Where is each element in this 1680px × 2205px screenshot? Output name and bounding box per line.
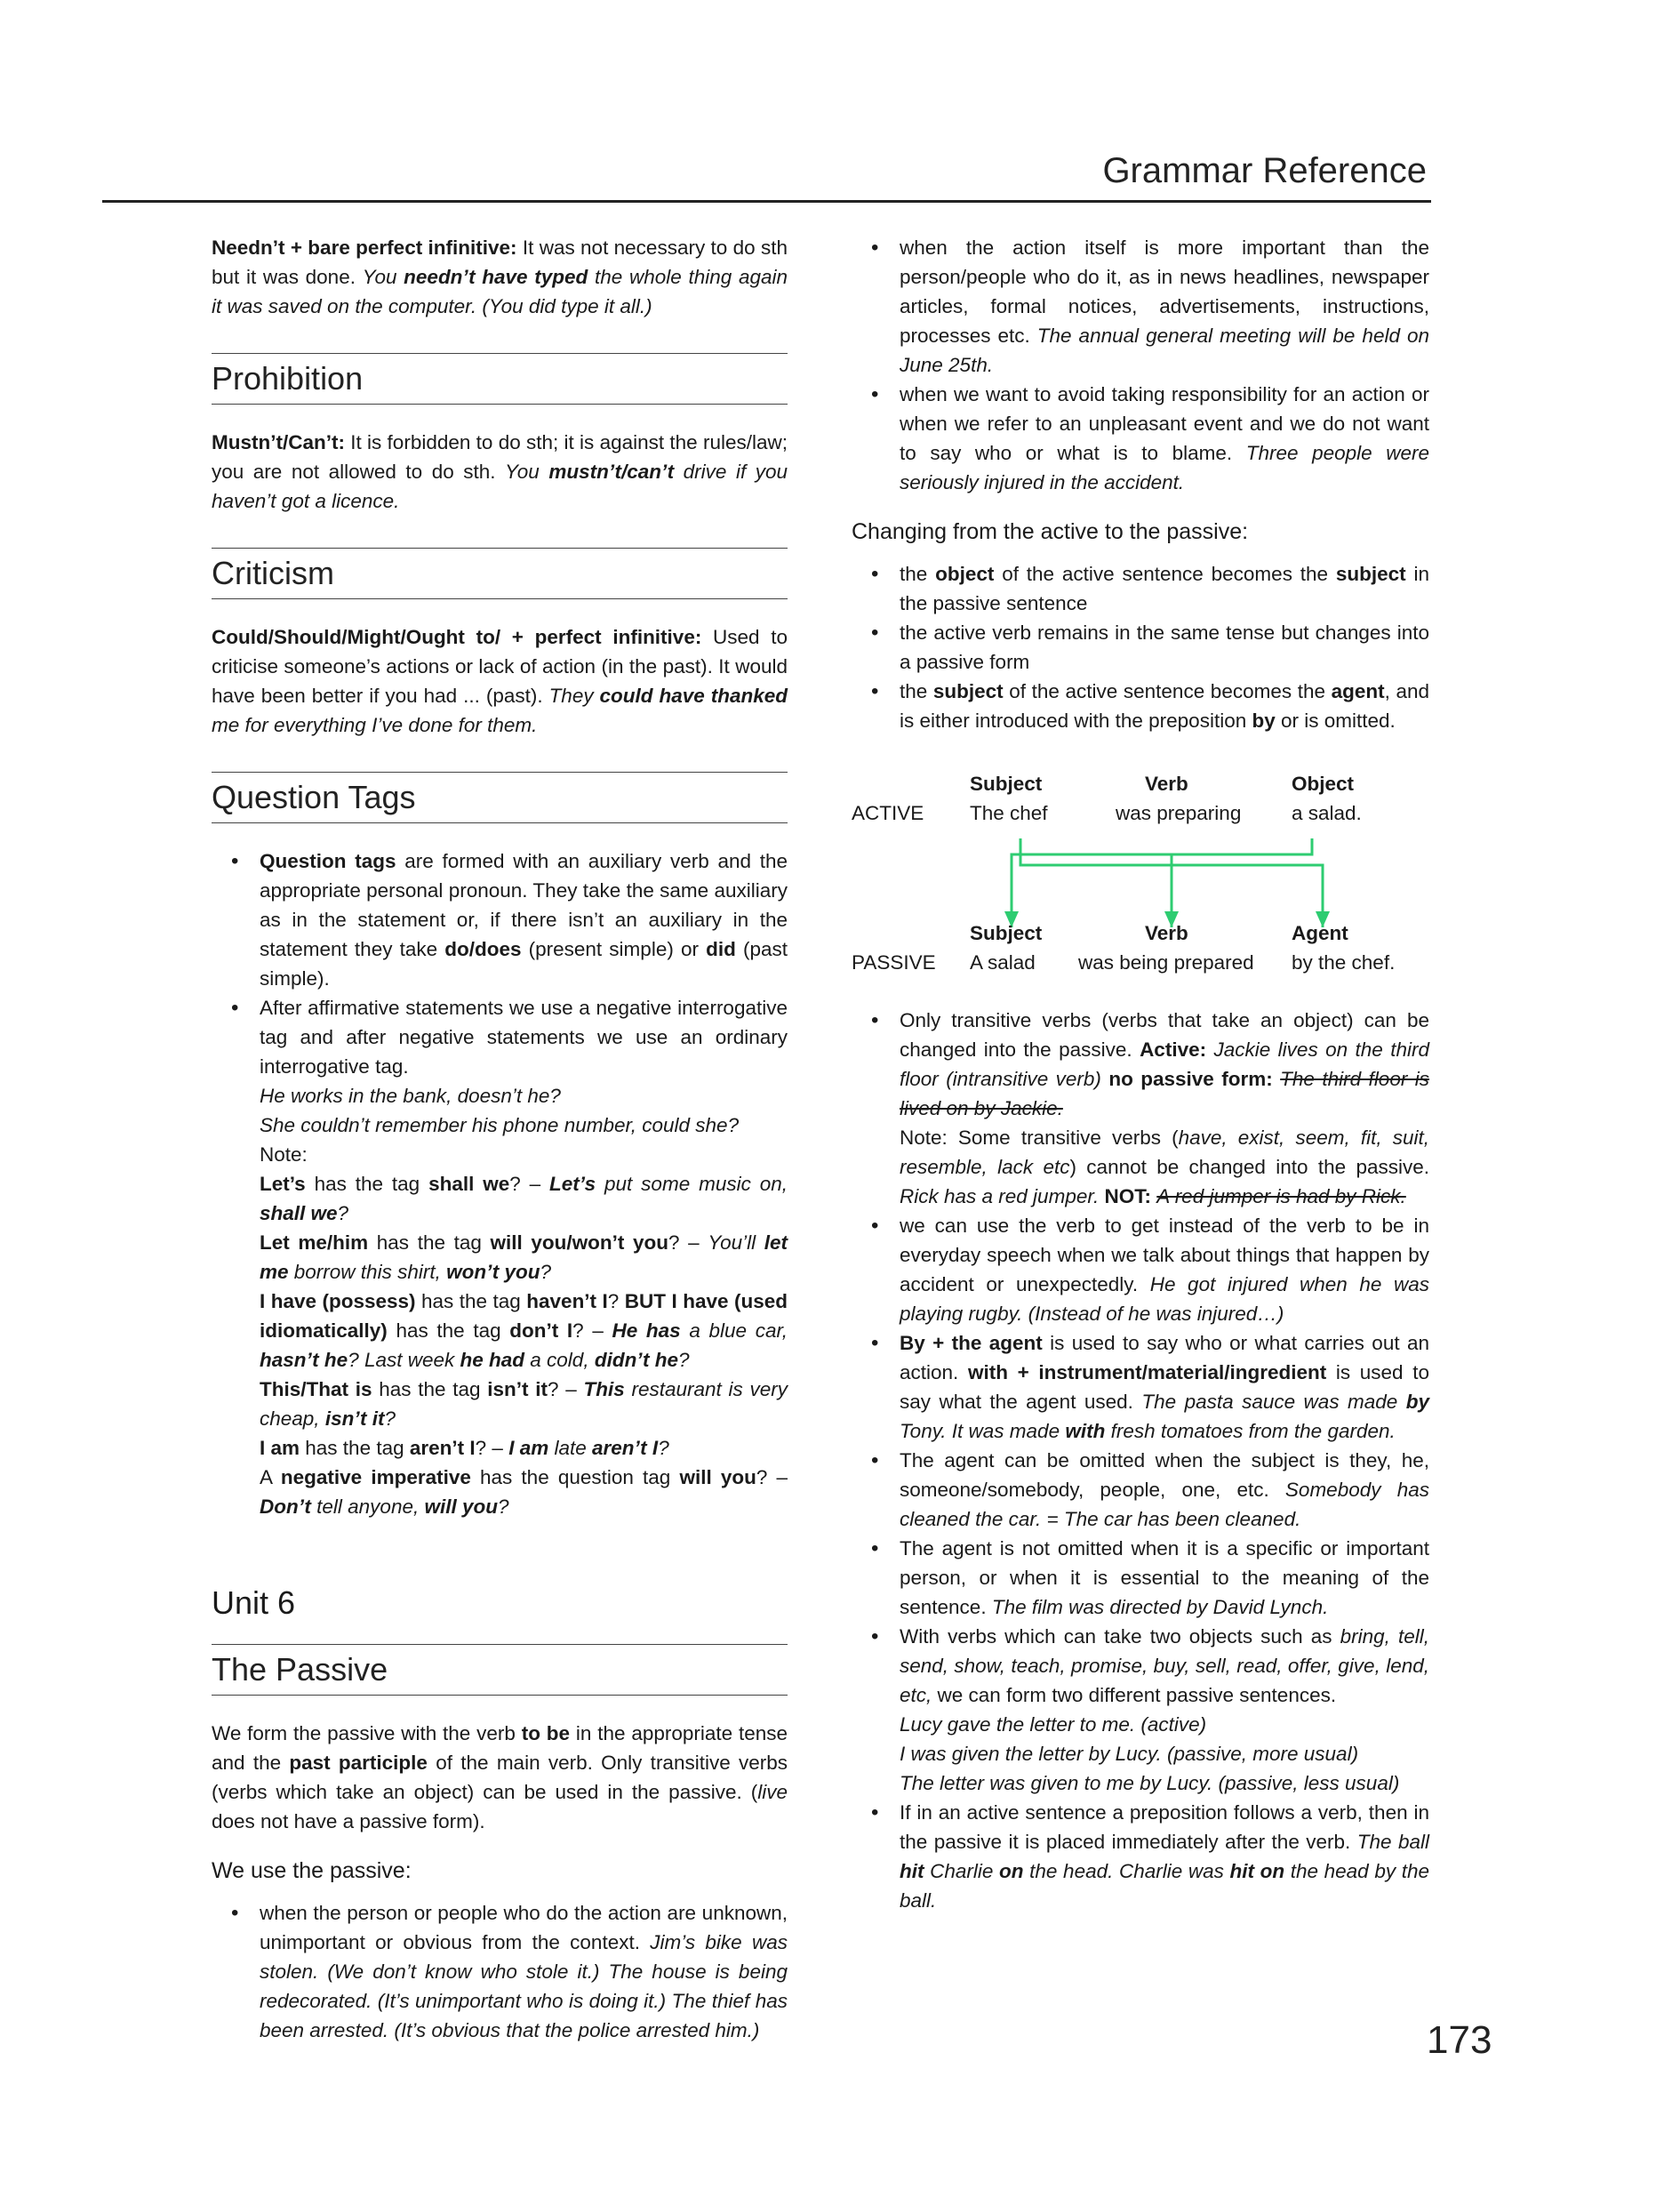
list-item: • we can use the verb to get instead of the verb to be in everyday speech when we talk about things that happen by accident or unexpectedly. He got injured when he was playing rugby. (Instead of he was injured…): [852, 1211, 1429, 1328]
list-item: • The agent can be omitted when the subject is they, he, someone/somebody, people, one, etc. Somebody has cleaned the car. = The car has been cleaned.: [852, 1446, 1429, 1534]
active-label: ACTIVE: [852, 802, 924, 824]
passive-uses-list: [212, 1898, 788, 2045]
page-header-title: Grammar Reference: [1102, 151, 1427, 190]
list-item: • the object of the active sentence becomes the subject in the passive sentence: [852, 559, 1429, 618]
list-item: • The agent is not omitted when it is a specific or important person, or when it is essential to the meaning of the sentence. The film was directed by David Lynch.: [852, 1534, 1429, 1622]
neednt-paragraph: Needn’t + bare perfect infinitive: It was not necessary to do sth but it was done. You needn’t have typed the whole thing again it was saved on the computer. (You did type it all.): [212, 237, 788, 317]
changing-heading: Changing from the active to the passive:: [852, 519, 1249, 544]
changing-list: [852, 559, 1429, 735]
list-item: • With verbs which can take two objects such as bring, tell, send, show, teach, promise, buy, sell, read, offer, give, lend, etc, we can form two different passive sentences. Lucy gave the letter to me. (active) I was given the letter by Lucy. (passive, more usual) The letter was given to me by Lucy. (passive, less usual): [852, 1622, 1429, 1798]
question-tags-examples: [212, 1081, 788, 1521]
example-line: He works in the bank, doesn’t he?: [260, 1085, 561, 1107]
right-column: [852, 233, 1429, 1915]
passive-head-agent: Agent: [1292, 922, 1348, 944]
tag-note-let-me: Let me/him has the tag will you/won’t you? – You’ll let me borrow this shirt, won’t you?: [260, 1231, 788, 1283]
list-item: • the subject of the active sentence becomes the agent, and is either introduced with the preposition by or is omitted.: [852, 677, 1429, 735]
left-column: [212, 233, 788, 2045]
tag-note-i-have: I have (possess) has the tag haven’t I? BUT I have (used idiomatically) has the tag don’t I? – He has a blue car, hasn’t he? Last week he had a cold, didn’t he?: [260, 1290, 788, 1371]
passive-intro-paragraph: We form the passive with the verb to be in the appropriate tense and the past participle of the main verb. Only transitive verbs (verbs which take an object) can be used in the passive. (live does not have a passive form).: [212, 1722, 788, 1832]
list-item: • Only transitive verbs (verbs that take an object) can be changed into the passive. Active: Jackie lives on the third floor (intransitive verb) no passive form: The third floor is lived on by Jackie. Note: Some transitive verbs (have, exist, seem, fit, suit, resemble, lack etc) cannot be changed into the passive. Rick has a red jumper. NOT: A red jumper is had by Rick.: [852, 1006, 1429, 1211]
section-heading-question-tags: Question Tags: [212, 772, 788, 823]
question-tags-list: [212, 846, 788, 1081]
page-number: 173: [1427, 2018, 1492, 2062]
list-item: • By + the agent is used to say who or what carries out an action. with + instrument/material/ingredient is used to say what the agent used. The pasta sauce was made by Tony. It was made with fresh tomatoes from the garden.: [852, 1328, 1429, 1446]
list-item: • If in an active sentence a preposition follows a verb, then in the passive it is placed immediately after the verb. The ball hit Charlie on the head. Charlie was hit on the head by the ball.: [852, 1798, 1429, 1915]
section-heading-prohibition: Prohibition: [212, 353, 788, 405]
active-head-object: Object: [1292, 773, 1355, 795]
list-item: • when the action itself is more important than the person/people who do it, as in news headlines, newspaper articles, formal notices, advertisements, instructions, processes etc. The annual general meeting will be held on June 25th.: [852, 233, 1429, 380]
list-item: • Question tags are formed with an auxiliary verb and the appropriate personal pronoun. They take the same auxiliary as in the statement or, if there isn’t an auxiliary in the statement they take do/does (present simple) or did (past simple).: [212, 846, 788, 993]
passive-word-verb: was being prepared: [1078, 951, 1254, 974]
passive-label: PASSIVE: [852, 951, 936, 974]
active-head-verb: Verb: [1145, 773, 1188, 795]
example-line: Lucy gave the letter to me. (active): [900, 1713, 1207, 1736]
passive-word-agent: by the chef.: [1292, 951, 1396, 974]
list-item: • when we want to avoid taking responsibility for an action or when we refer to an unpleasant event and we do not want to say who or what is to blame. Three people were seriously injured in the accident.: [852, 380, 1429, 497]
section-heading-criticism: Criticism: [212, 548, 788, 599]
tag-note-this-is: This/That is has the tag isn’t it? – This restaurant is very cheap, isn’t it?: [260, 1378, 788, 1430]
transitive-note: Note: Some transitive verbs (have, exist, seem, fit, suit, resemble, lack etc) cannot be changed into the passive. Rick has a red jumper. NOT: A red jumper is had by Rick.: [900, 1127, 1429, 1207]
active-word-subject: The chef: [970, 802, 1048, 824]
arrows-graphic: [852, 830, 1429, 927]
section-heading-the-passive: The Passive: [212, 1644, 788, 1696]
passive-rules-list: [852, 1006, 1429, 1915]
unit-heading: Unit 6: [212, 1584, 296, 1621]
active-head-subject: Subject: [970, 773, 1043, 795]
passive-uses-list-continued: [852, 233, 1429, 497]
list-item: • when the person or people who do the action are unknown, unimportant or obvious from the context. Jim’s bike was stolen. (We don’t know who stole it.) The house is being redecorated. (It’s unimportant who is doing it.) The thief has been arrested. (It’s obvious that the police arrested him.): [212, 1898, 788, 2045]
note-label: Note:: [260, 1143, 308, 1166]
passive-head-subject: Subject: [970, 922, 1043, 944]
list-item: • the active verb remains in the same tense but changes into a passive form: [852, 618, 1429, 677]
use-passive-heading: We use the passive:: [212, 1858, 412, 1883]
list-item: • After affirmative statements we use a negative interrogative tag and after negative statements we use an ordinary interrogative tag.: [212, 993, 788, 1081]
neednt-term: Needn’t + bare perfect infinitive:: [212, 237, 517, 259]
active-word-object: a salad.: [1292, 802, 1362, 824]
passive-head-verb: Verb: [1145, 922, 1188, 944]
header-rule: [102, 200, 1431, 203]
criticism-paragraph: Could/Should/Might/Ought to/ + perfect infinitive: Used to criticise someone’s actions or lack of action (in the past). It would have been better if you had ... (past). They could have thanked me for everything I’ve done for them.: [212, 626, 788, 736]
passive-word-subject: A salad: [970, 951, 1036, 974]
tag-note-lets: Let’s has the tag shall we? – Let’s put some music on, shall we?: [260, 1173, 788, 1224]
active-passive-diagram: [852, 769, 1429, 974]
tag-note-i-am: I am has the tag aren’t I? – I am late aren’t I?: [260, 1437, 669, 1459]
tag-note-imperative: A negative imperative has the question tag will you? – Don’t tell anyone, will you?: [260, 1466, 788, 1518]
example-line: The letter was given to me by Lucy. (passive, less usual): [900, 1772, 1400, 1794]
example-line: I was given the letter by Lucy. (passive, more usual): [900, 1743, 1359, 1765]
prohibition-paragraph: Mustn’t/Can’t: It is forbidden to do sth; it is against the rules/law; you are not allowed to do sth. You mustn’t/can’t drive if you haven’t got a licence.: [212, 431, 788, 512]
active-word-verb: was preparing: [1116, 802, 1242, 824]
example-line: She couldn’t remember his phone number, could she?: [260, 1114, 740, 1136]
